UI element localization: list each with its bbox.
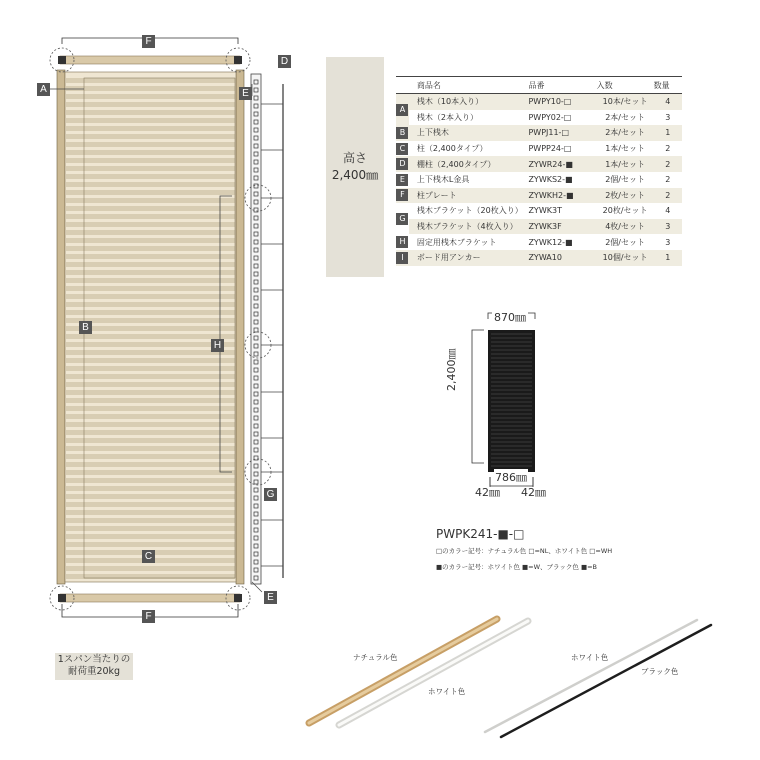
slat bbox=[66, 182, 235, 187]
dim-height: 2,400㎜ bbox=[445, 348, 458, 391]
table-row: C 柱（2,400タイプ） PWPP24-□ 1本/セット 2 bbox=[396, 141, 682, 157]
group-label: E bbox=[396, 174, 408, 186]
slat bbox=[66, 262, 235, 267]
slat bbox=[66, 278, 235, 283]
slat bbox=[66, 462, 235, 467]
table-row: B 上下桟木 PWPJ11-□ 2本/セット 1 bbox=[396, 125, 682, 141]
label-c: C bbox=[142, 550, 155, 563]
white-color-label-2: ホワイト色 bbox=[571, 653, 609, 662]
slat bbox=[66, 214, 235, 219]
group-label: C bbox=[396, 143, 408, 155]
header-code: 品番 bbox=[528, 77, 596, 94]
top-rail bbox=[60, 56, 240, 64]
slat bbox=[66, 398, 235, 403]
slat bbox=[66, 334, 235, 339]
table-header bbox=[396, 77, 682, 94]
load-line-1: 1スパン当たりの bbox=[57, 654, 131, 665]
slat bbox=[66, 486, 235, 491]
label-e-bottom: E bbox=[264, 591, 277, 604]
slat bbox=[66, 438, 235, 443]
white-color-label: ホワイト色 bbox=[428, 687, 466, 696]
slat bbox=[66, 366, 235, 371]
slat bbox=[66, 166, 235, 171]
slat bbox=[66, 102, 235, 107]
color-note-2: ■のカラー記号：ホワイト色 ■=W、ブラック色 ■=B bbox=[436, 563, 598, 571]
group-label: I bbox=[396, 252, 408, 264]
table-row: E 上下桟木L金具 ZYWKS2-■ 2個/セット 2 bbox=[396, 172, 682, 188]
black-color-label: ブラック色 bbox=[641, 667, 679, 676]
table-row: A 桟木（10本入り） PWPY10-□ 10本/セット 4 bbox=[396, 94, 682, 110]
slat bbox=[66, 206, 235, 211]
slat bbox=[66, 118, 235, 123]
height-box bbox=[326, 57, 384, 277]
slat bbox=[66, 494, 235, 499]
slat bbox=[66, 374, 235, 379]
slat bbox=[66, 230, 235, 235]
group-label: G bbox=[396, 213, 408, 225]
dim-side-left: 42㎜ bbox=[475, 486, 500, 499]
dim-width: 870㎜ bbox=[494, 311, 526, 324]
slat bbox=[66, 430, 235, 435]
slat bbox=[66, 190, 235, 195]
slat bbox=[66, 342, 235, 347]
slat bbox=[66, 518, 235, 523]
load-line-2: 耐荷重20kg bbox=[67, 666, 121, 677]
table-row: G 桟木ブラケット（20枚入り） ZYWK3T 20枚/セット 4 bbox=[396, 203, 682, 219]
slat bbox=[66, 222, 235, 227]
slat bbox=[66, 246, 235, 251]
assembly-diagram bbox=[0, 0, 300, 640]
slat bbox=[66, 414, 235, 419]
header-name: 商品名 bbox=[409, 77, 529, 94]
label-g: G bbox=[264, 488, 277, 501]
group-label: H bbox=[396, 236, 408, 248]
slat bbox=[66, 382, 235, 387]
group-label: B bbox=[396, 127, 408, 139]
slat bbox=[66, 198, 235, 203]
slat bbox=[66, 302, 235, 307]
label-f-bottom: F bbox=[142, 610, 155, 623]
slat bbox=[66, 454, 235, 459]
dim-inner: 786㎜ bbox=[495, 471, 527, 484]
table-row: I ボード用アンカー ZYWA10 10個/セット 1 bbox=[396, 250, 682, 266]
label-f-top: F bbox=[142, 35, 155, 48]
slat bbox=[66, 94, 235, 99]
slat bbox=[66, 126, 235, 131]
natural-color-label: ナチュラル色 bbox=[353, 653, 398, 662]
slat bbox=[66, 510, 235, 515]
group-label: D bbox=[396, 158, 408, 170]
slat bbox=[66, 422, 235, 427]
slat bbox=[66, 534, 235, 539]
table-row: F 柱プレート ZYWKH2-■ 2枚/セット 2 bbox=[396, 188, 682, 204]
slat bbox=[66, 86, 235, 91]
label-a: A bbox=[37, 83, 50, 96]
header-qty: 入数 bbox=[597, 77, 654, 94]
slat bbox=[66, 254, 235, 259]
header-count: 数量 bbox=[654, 77, 682, 94]
slat bbox=[66, 542, 235, 547]
table-row: D 棚柱（2,400タイプ） ZYWR24-■ 1本/セット 2 bbox=[396, 156, 682, 172]
slat bbox=[66, 150, 235, 155]
slat bbox=[66, 406, 235, 411]
label-h: H bbox=[211, 339, 224, 352]
slat bbox=[66, 158, 235, 163]
color-note-1: □のカラー記号：ナチュラル色 □=NL、ホワイト色 □=WH bbox=[436, 547, 613, 555]
product-silhouette bbox=[488, 330, 535, 472]
parts-table bbox=[396, 76, 682, 266]
slat bbox=[66, 390, 235, 395]
slat bbox=[66, 310, 235, 315]
slat bbox=[66, 134, 235, 139]
label-d: D bbox=[278, 55, 291, 68]
slat bbox=[66, 286, 235, 291]
slat bbox=[66, 446, 235, 451]
load-capacity-box bbox=[55, 653, 133, 680]
slat bbox=[66, 78, 235, 83]
slat bbox=[66, 502, 235, 507]
slat bbox=[66, 350, 235, 355]
table-row: 桟木ブラケット（4枚入り） ZYWK3F 4枚/セット 3 bbox=[396, 219, 682, 235]
slat bbox=[66, 174, 235, 179]
slat bbox=[66, 270, 235, 275]
slat bbox=[66, 142, 235, 147]
slat bbox=[66, 294, 235, 299]
table-row: H 固定用桟木ブラケット ZYWK12-■ 2個/セット 3 bbox=[396, 234, 682, 250]
slat bbox=[66, 478, 235, 483]
model-number: PWPK241-■-□ bbox=[436, 527, 525, 541]
bottom-rail bbox=[60, 594, 240, 602]
label-e-top: E bbox=[239, 87, 252, 100]
black-thin-bar bbox=[501, 625, 711, 737]
slat bbox=[66, 566, 235, 571]
group-label: F bbox=[396, 189, 408, 201]
slat bbox=[66, 358, 235, 363]
slat bbox=[66, 238, 235, 243]
dim-side-right: 42㎜ bbox=[521, 486, 546, 499]
slat bbox=[66, 110, 235, 115]
height-value: 2,400㎜ bbox=[331, 168, 379, 182]
group-label: A bbox=[396, 104, 408, 116]
label-b: B bbox=[79, 321, 92, 334]
slat bbox=[66, 470, 235, 475]
slat bbox=[66, 526, 235, 531]
height-label: 高さ bbox=[342, 151, 367, 165]
table-row: 桟木（2本入り） PWPY02-□ 2本/セット 3 bbox=[416, 112, 671, 122]
